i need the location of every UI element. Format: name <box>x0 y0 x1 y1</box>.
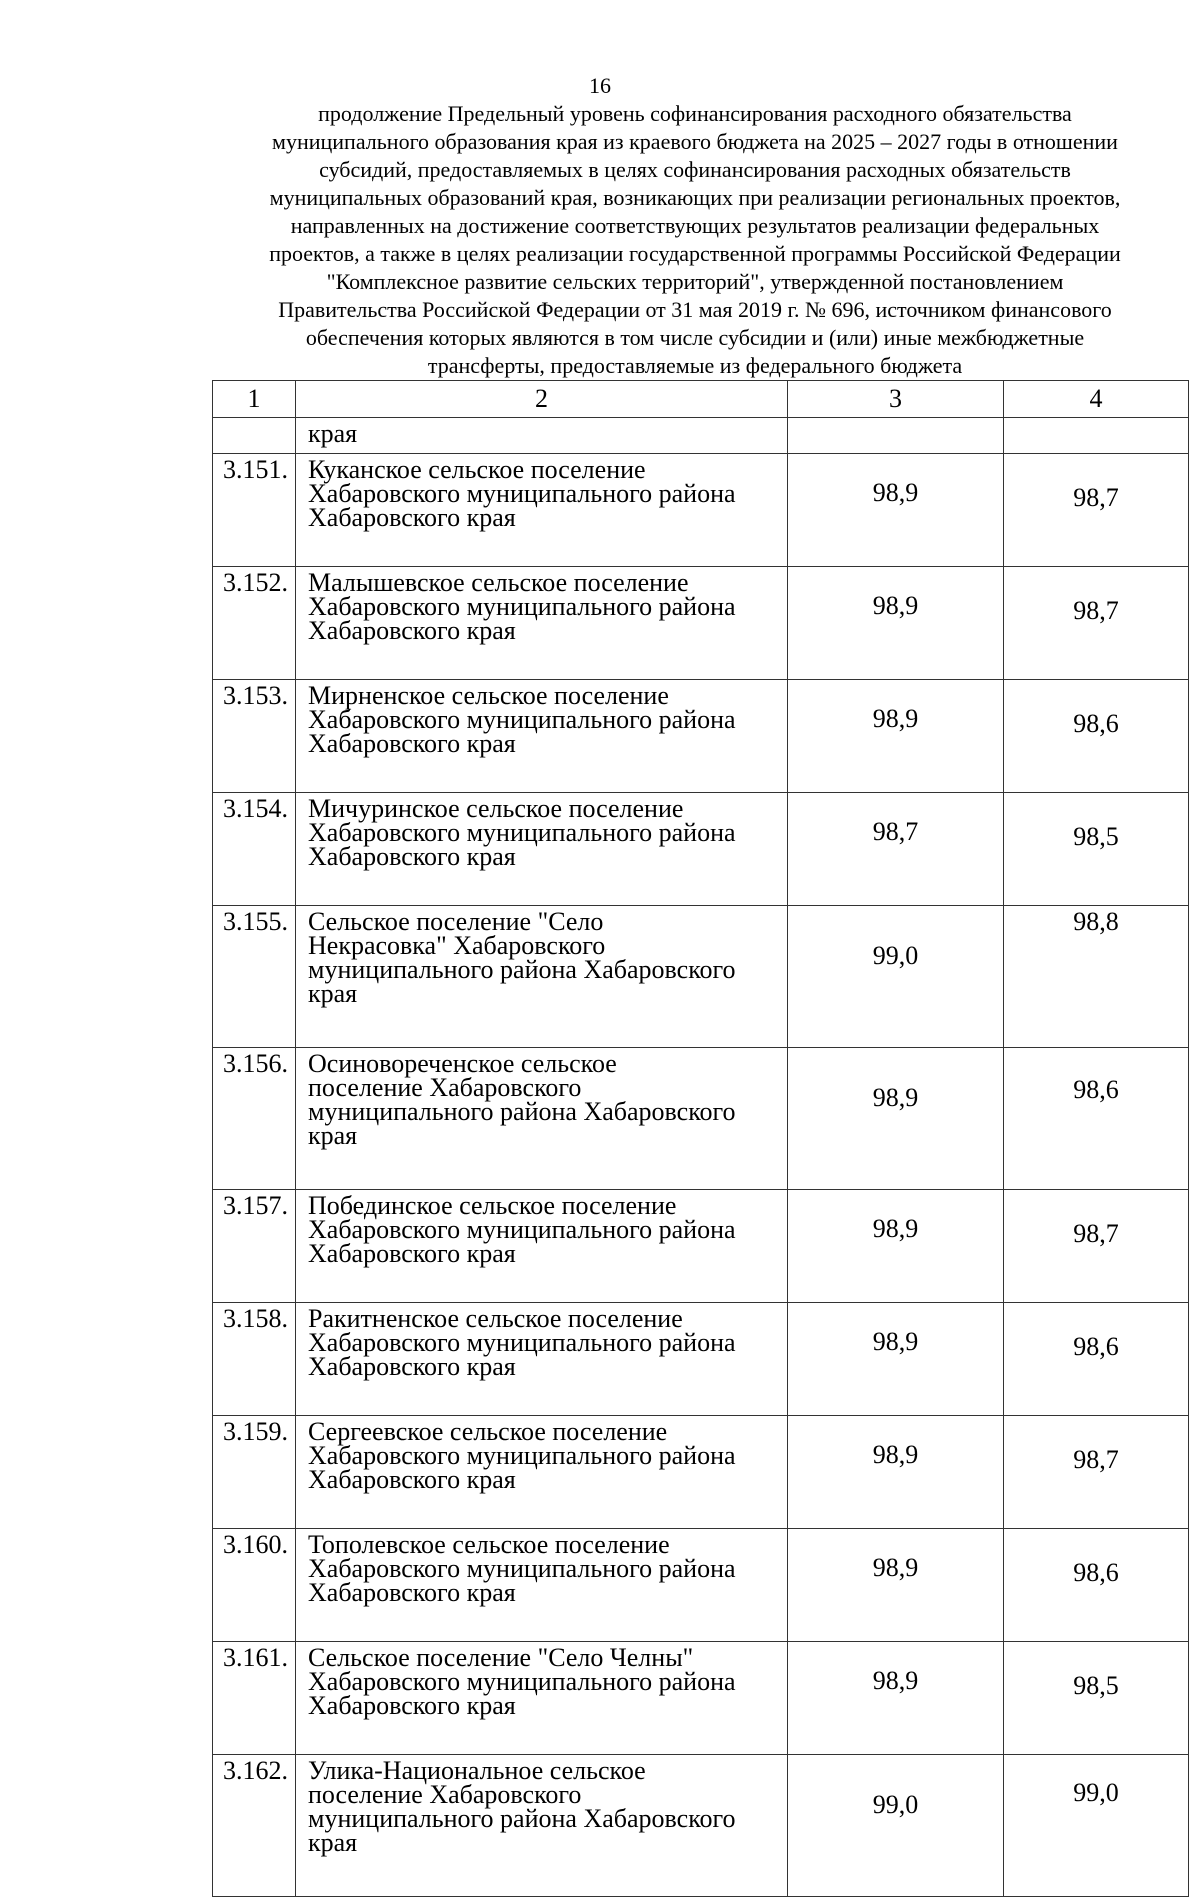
table-row <box>213 567 1189 680</box>
settlement-name-line: Хабаровского муниципального района <box>308 705 736 734</box>
caption-line: муниципального образования края из краевого бюджета на 2025 – 2027 годы в отношении <box>272 129 1118 154</box>
row-number: 3.151. <box>213 454 296 567</box>
row-number: 3.153. <box>213 680 296 793</box>
caption-line: субсидий, предоставляемых в целях софинансирования расходных обязательств <box>319 157 1071 182</box>
settlement-name-line: Хабаровского муниципального района <box>308 1215 736 1244</box>
value-col4: 98,5 <box>1004 1642 1189 1755</box>
empty-cell <box>1004 418 1189 454</box>
caption-line: муниципальных образований края, возникающих при реализации региональных проектов, <box>269 185 1121 210</box>
settlement-name-line: Мичуринское сельское поселение <box>308 794 684 823</box>
settlement-name <box>296 1048 788 1190</box>
table-caption <box>195 100 1195 380</box>
value-col4: 98,7 <box>1004 454 1189 567</box>
table-row <box>213 1416 1189 1529</box>
header-cell: 4 <box>1004 381 1189 418</box>
settlement-name <box>296 793 788 906</box>
row-number: 3.159. <box>213 1416 296 1529</box>
settlement-name-line: муниципального района Хабаровского <box>308 1804 736 1833</box>
settlement-name <box>296 567 788 680</box>
settlement-name-line: Хабаровского муниципального района <box>308 1554 736 1583</box>
settlement-name-line: Улика-Национальное сельское <box>308 1756 646 1785</box>
table-row <box>213 1529 1189 1642</box>
caption-line: направленных на достижение соответствующих результатов реализации федеральных <box>290 213 1100 238</box>
value-col4: 98,6 <box>1004 1048 1189 1190</box>
value-col4: 98,7 <box>1004 567 1189 680</box>
settlement-name-line: Хабаровского края <box>308 842 516 871</box>
settlement-name-line: Хабаровского края <box>308 503 516 532</box>
value-col4: 98,5 <box>1004 793 1189 906</box>
settlement-name-line: Малышевское сельское поселение <box>308 568 689 597</box>
settlement-name-line: муниципального района Хабаровского <box>308 1097 736 1126</box>
value-col3: 98,9 <box>788 680 1004 793</box>
row-number: 3.157. <box>213 1190 296 1303</box>
caption-line: "Комплексное развитие сельских территорий", утвержденной постановлением <box>326 269 1064 294</box>
value-col3: 98,7 <box>788 793 1004 906</box>
value-col3: 99,0 <box>788 906 1004 1048</box>
settlement-name-line: Куканское сельское поселение <box>308 455 646 484</box>
caption-line: трансферты, предоставляемые из федерального бюджета <box>427 353 963 378</box>
value-col3: 98,9 <box>788 1048 1004 1190</box>
settlement-name-line: Хабаровского муниципального района <box>308 1328 736 1357</box>
header-cell: 2 <box>296 381 788 418</box>
value-col3: 98,9 <box>788 454 1004 567</box>
table-row <box>213 1755 1189 1897</box>
table-row <box>213 1642 1189 1755</box>
settlement-name-line: Осиновореченское сельское <box>308 1049 617 1078</box>
settlement-name-line: Сергеевское сельское поселение <box>308 1417 668 1446</box>
row-number: 3.160. <box>213 1529 296 1642</box>
settlement-name <box>296 1642 788 1755</box>
empty-cell <box>213 418 296 454</box>
caption-line: продолжение Предельный уровень софинансирования расходного обязательства <box>318 101 1072 126</box>
settlement-name <box>296 1190 788 1303</box>
settlement-name <box>296 906 788 1048</box>
settlement-name <box>296 454 788 567</box>
settlement-name-line: поселение Хабаровского <box>308 1780 582 1809</box>
value-col3: 98,9 <box>788 1416 1004 1529</box>
row-number: 3.158. <box>213 1303 296 1416</box>
row-number: 3.154. <box>213 793 296 906</box>
table-row <box>213 1048 1189 1190</box>
settlement-name-line: Хабаровского муниципального района <box>308 479 736 508</box>
continuation-row <box>213 418 1189 454</box>
value-col3: 98,9 <box>788 1642 1004 1755</box>
settlement-name-line: Хабаровского края <box>308 616 516 645</box>
settlement-name <box>296 1755 788 1897</box>
table-row <box>213 454 1189 567</box>
settlement-name <box>296 680 788 793</box>
table-row <box>213 1303 1189 1416</box>
page-number: 16 <box>589 73 611 98</box>
header-cell: 1 <box>213 381 296 418</box>
value-col3: 98,9 <box>788 1190 1004 1303</box>
settlement-name-line: Некрасовка" Хабаровского <box>308 931 606 960</box>
settlement-name-line: Хабаровского муниципального района <box>308 1441 736 1470</box>
header-cell: 3 <box>788 381 1004 418</box>
caption-line: обеспечения которых являются в том числе субсидии и (или) иные межбюджетные <box>305 325 1085 350</box>
value-col3: 98,9 <box>788 1303 1004 1416</box>
settlement-name-line: Хабаровского края <box>308 1465 516 1494</box>
table-row <box>213 1190 1189 1303</box>
value-col4: 98,6 <box>1004 680 1189 793</box>
table-row <box>213 906 1189 1048</box>
caption-line: проектов, а также в целях реализации государственной программы Российской Федерации <box>269 241 1121 266</box>
value-col4: 98,7 <box>1004 1190 1189 1303</box>
continuation-text: края <box>296 418 788 454</box>
settlement-name-line: муниципального района Хабаровского <box>308 955 736 984</box>
settlement-name-line: Хабаровского края <box>308 729 516 758</box>
value-col4: 98,7 <box>1004 1416 1189 1529</box>
row-number: 3.162. <box>213 1755 296 1897</box>
row-number: 3.156. <box>213 1048 296 1190</box>
caption-line: Правительства Российской Федерации от 31 мая 2019 г. № 696, источником финансового <box>278 297 1112 322</box>
settlement-name-line: Хабаровского края <box>308 1352 516 1381</box>
settlement-name-line: края <box>308 1121 358 1150</box>
settlement-name <box>296 1416 788 1529</box>
settlement-name-line: Сельское поселение "Село Челны" <box>308 1643 694 1672</box>
settlement-name-line: Хабаровского края <box>308 1239 516 1268</box>
table-row <box>213 793 1189 906</box>
row-number: 3.155. <box>213 906 296 1048</box>
value-col4: 98,8 <box>1004 906 1189 1048</box>
settlement-name-line: Сельское поселение "Село <box>308 907 604 936</box>
settlement-name <box>296 1303 788 1416</box>
cofinancing-table <box>212 380 1189 1897</box>
table-header-row <box>213 381 1189 418</box>
settlement-name-line: Хабаровского муниципального района <box>308 592 736 621</box>
settlement-name-line: края <box>308 1828 358 1857</box>
value-col4: 98,6 <box>1004 1303 1189 1416</box>
settlement-name-line: Побединское сельское поселение <box>308 1191 677 1220</box>
settlement-name-line: Хабаровского края <box>308 1691 516 1720</box>
settlement-name-line: Тополевское сельское поселение <box>308 1530 670 1559</box>
settlement-name-line: Хабаровского муниципального района <box>308 818 736 847</box>
row-number: 3.152. <box>213 567 296 680</box>
value-col4: 98,6 <box>1004 1529 1189 1642</box>
settlement-name-line: Хабаровского муниципального района <box>308 1667 736 1696</box>
value-col3: 98,9 <box>788 567 1004 680</box>
value-col3: 99,0 <box>788 1755 1004 1897</box>
row-number: 3.161. <box>213 1642 296 1755</box>
value-col3: 98,9 <box>788 1529 1004 1642</box>
settlement-name-line: Ракитненское сельское поселение <box>308 1304 683 1333</box>
settlement-name-line: Хабаровского края <box>308 1578 516 1607</box>
table-row <box>213 680 1189 793</box>
settlement-name-line: края <box>308 979 358 1008</box>
settlement-name-line: поселение Хабаровского <box>308 1073 582 1102</box>
value-col4: 99,0 <box>1004 1755 1189 1897</box>
settlement-name-line: Мирненское сельское поселение <box>308 681 669 710</box>
settlement-name <box>296 1529 788 1642</box>
empty-cell <box>788 418 1004 454</box>
